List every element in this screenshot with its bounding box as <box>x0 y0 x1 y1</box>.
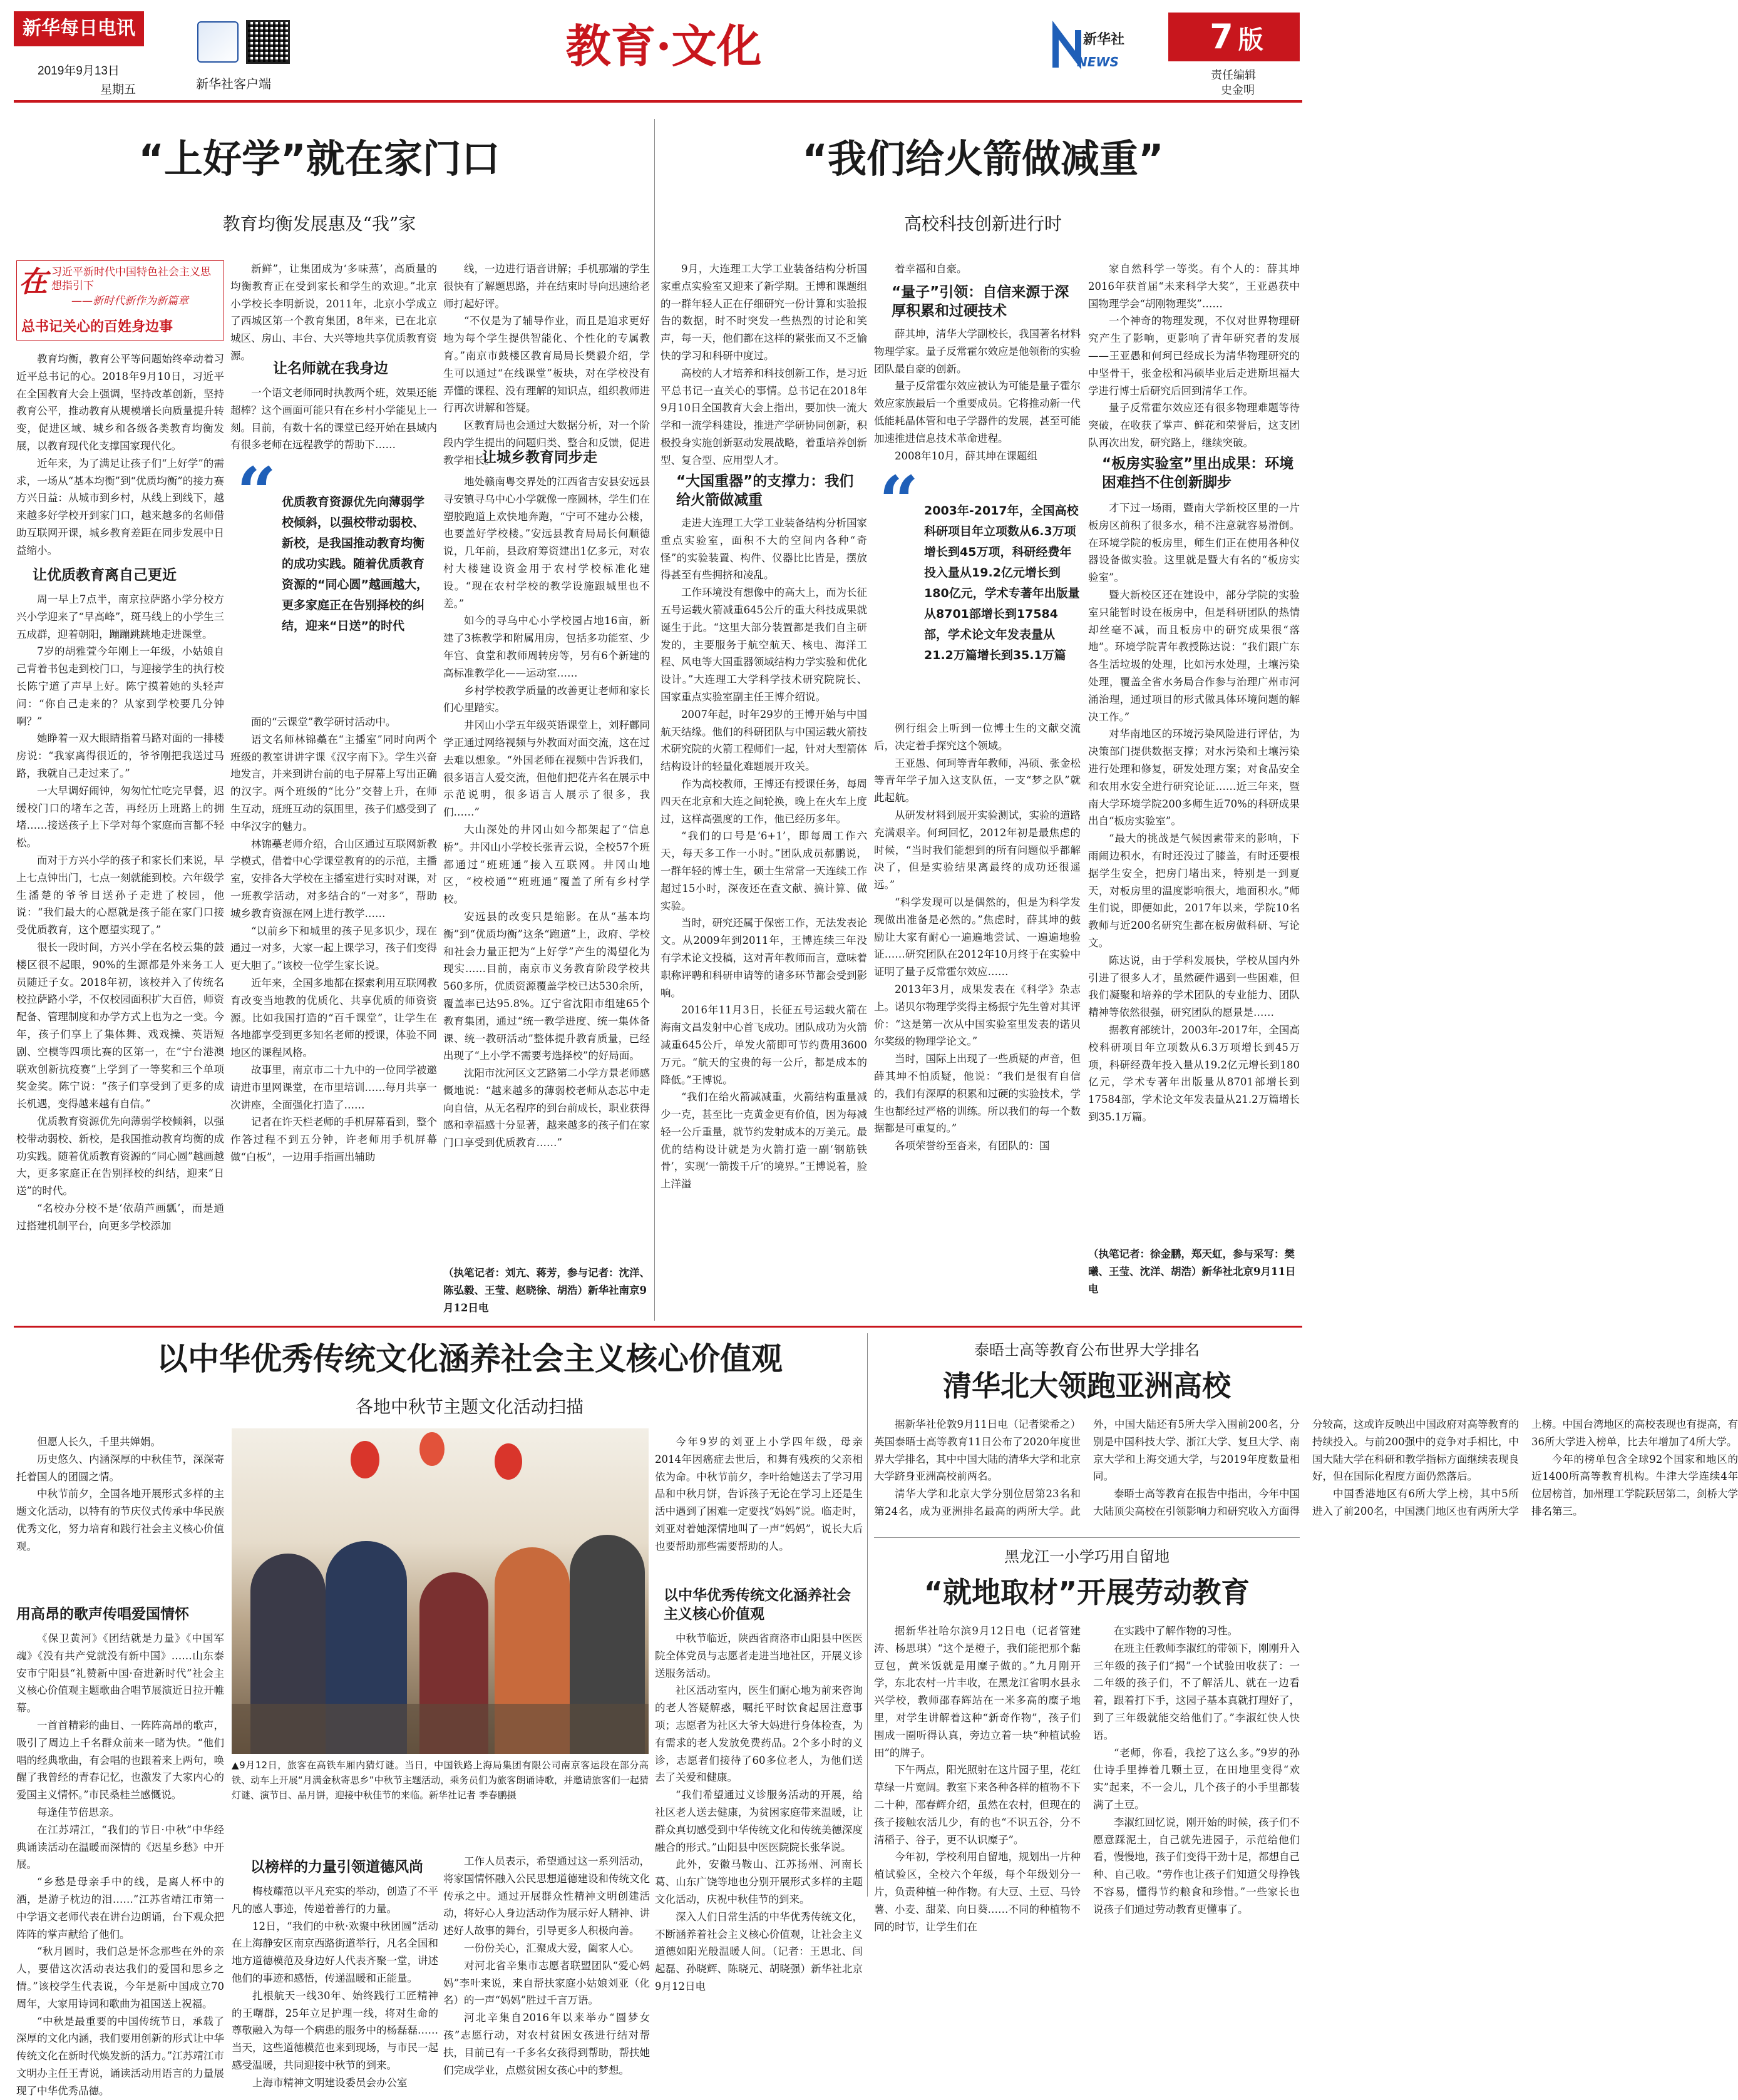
story2-col2-body <box>874 720 1081 1322</box>
story5-col1 <box>874 1622 1081 1933</box>
xinhua-logo-icon <box>197 21 239 63</box>
masthead-rule <box>14 100 1302 103</box>
story2-para: 走进大连理工大学工业装备结构分析国家重点实验室，面积不大的空间内各种“奇怪”的实验装置、构件、仪器比比皆是，摆放得甚至有些拥挤和凌乱。 <box>661 517 867 581</box>
story1-col2-body <box>230 714 437 1318</box>
photo-caption: ▲9月12日，旅客在高铁车厢内猜灯谜。当日，中国铁路上海局集团有限公司南京客运段在部分高铁、动车上开展“月满金秋寄思乡”中秋节主题活动，乘务员们为旅客朗诵诗歌，并邀请旅客们一起猜灯谜、演节目、品月饼，迎接中秋佳节的来临。新华社记者 季春鹏摄 <box>232 1759 649 1801</box>
story2-byline: （执笔记者：徐金鹏，郑天虹，参与采写：樊曦、王莹、沈洋、胡浩）新华社北京9月11日电 <box>1088 1248 1296 1295</box>
story3-para: 但愿人长久，千里共婵娟。 <box>37 1436 161 1448</box>
story1-pullquote: 优质教育资源优先向薄弱学校倾斜，以强校带动弱校、新校，是我国推动教育均衡的成功实践。随着优质教育资源的“同心圆”越画越大，更多家庭正在告别择校的纠结，迎来“日送”的时代 <box>282 495 428 633</box>
banner-title: 总书记关心的百姓身边事 <box>21 319 173 335</box>
story1-para: 如今的寻乌中心小学校园占地16亩，新建了3栋教学和附属用房，包括多功能室、少年宫、食堂和教师周转房等，另有6个新建的高标准教学化——运动室…… <box>443 615 650 679</box>
story1-subtitle: 教育均衡发展惠及“我”家 <box>222 213 416 234</box>
story-divider <box>867 1333 868 1897</box>
story2-para: 才下过一场雨，暨南大学新校区里的一片板房区前积了很多水，稍不注意就容易滑倒。在环境学院的板房里，师生们正在使用各种仪器设备做实验。这里就是暨大有名的“板房实验室”。 <box>1088 502 1300 584</box>
lantern-icon <box>495 1443 522 1480</box>
story2-pullquote: 2003年-2017年，全国高校科研项目年立项数从6.3万项增长到45万项，科研经费年投入量从19.2亿元增长到180亿元，学术专著年出版量从8701部增长到17584部，学术论文年发表量从21.2万篇增长到35.1万篇 <box>924 504 1080 662</box>
story2-title: “我们给火箭做减重” <box>802 136 1164 182</box>
story3-para: “乡愁是母亲手中的线，是离人杯中的酒，是游子枕边的泪……”江苏省靖江市第一中学语文老师代表在讲台边朗诵，台下观众把阵阵的掌声献给了他们。 <box>16 1876 224 1940</box>
story5-para: 在班主任教师李淑红的带领下，刚刚升入三年级的孩子们“揭”一个试验田收获了：一二年级的孩子们，不了解活儿、就在一边看着，跟着打下手，这园子基本真就打理好了，到了三年级就能交给他们了。”李淑红快人快语。 <box>1093 1642 1300 1741</box>
story2-para: 暨大新校区还在建设中，部分学院的实验室只能暂时设在板房中，但是科研团队的热情却丝毫不减，而且板房中的研究成果很“落地”。环境学院青年教授陈达说：“我们跟广东各生活垃圾的处理，比如污水处理，土壤污染处理，覆盖全省水务局合作参与治理广州市河涌治理，通过项目的形式做具体环境问题的解决工作。” <box>1088 588 1300 723</box>
story2-col3-top <box>1088 260 1300 448</box>
story4-para: 清华大学和北京大学分别位居第23名和第24名，成为亚洲排名最高的两所大学。此外，中国大陆还有5所大学入围前200名，分别是中国科技大学、浙江大学、复旦大学、南京大学和上海交通大学，与2019年度数量相同。 <box>874 1418 1300 1517</box>
story4-para: 今年的榜单包含全球92个国家和地区的近1400所高等教育机构。牛津大学连续4年位居榜首，加州理工学院跃居第二，剑桥大学排名第三。 <box>1531 1453 1738 1517</box>
story3-sec1-title: 用高昂的歌声传唱爱国情怀 <box>16 1606 189 1622</box>
story1-byline: （执笔记者：刘亢、蒋芳，参与记者：沈洋、陈弘毅、王莹、赵晓徐、胡浩）新华社南京9月12日电 <box>443 1267 650 1314</box>
story3-para: “我们希望通过义诊服务活动的开展，给社区老人送去健康，为贫困家庭带来温暖，让群众真切感受到中华传统文化和传统美德深度融合的形式。”山阳县中医医院院长张华说。 <box>655 1789 863 1853</box>
story3-para: 12日，“我们的中秋·欢聚中秋团圆”活动在上海静安区南京西路街道举行，凡名全国和地方道德模范及身边好人代表齐聚一堂，讲述他们的事迹和感悟，传递温暖和正能量。 <box>232 1920 438 1984</box>
story1-para: 林锦蘽老师介绍，合山区通过互联网新教学模式，借着中心学课堂教育的的示范，主播室，安排各大学校在主播室进行实时对课，对一班教学活动，对多结合的“一对多”，帮助城乡教育资源在网上进行教学…… <box>230 837 437 919</box>
quote-mark-icon: “ <box>879 461 919 541</box>
story2-para: 各项荣誉纷至沓来，有团队的：国 <box>895 1140 1050 1152</box>
story2-para: 2007年起，时年29岁的王博开始与中国航天结缘。他们的科研团队与中国运载火箭技术研究院的火箭工程师们一起，针对大型箭体结构设计的轻量化难题展开攻关。 <box>661 708 867 773</box>
story1-para: 教育均衡，教育公平等问题始终牵动着习近平总书记的心。2018年9月10日，习近平在全国教育大会上强调，坚持改革创新，坚持教育公平，推动教育从规模增长向质量提升转变，促进区域、城乡和各级各类教育均衡发展，以教育现代化支撑国家现代化。 <box>16 353 224 452</box>
story5-col2 <box>1093 1622 1300 1915</box>
story3-col2b-body <box>443 1853 650 2076</box>
story3-para: 河北辛集自2016年以来举办“圆梦女孩”志愿行动，对农村贫困女孩进行结对帮扶，目前已有一千多名女孩得到帮助，帮扶她们完成学业，点燃贫困女孩心中的梦想。 <box>443 2012 650 2076</box>
story2-para: 例行组会上听到一位博士生的文献交流后，决定着手探究这个领域。 <box>874 722 1081 752</box>
story5-kicker: 黑龙江一小学巧用自留地 <box>1004 1548 1170 1565</box>
story1-para: 乡村学校教学质量的改善更让老师和家长们心里踏实。 <box>443 684 650 714</box>
story2-para: 量子反常霍尔效应还有很多物理难题等待突破，在收获了掌声、鲜花和荣誉后，这支团队再次出发，研究路上，继续突破。 <box>1088 402 1300 449</box>
section-title: 教育·文化 <box>565 19 762 73</box>
story3-col3-body <box>655 1630 863 1992</box>
story2-para: 量子反常霍尔效应被认为可能是量子霍尔效应家族最后一个重要成员。它将推动新一代低能耗晶体管和电子学器件的发展，甚至可能加速推进信息技术革命进程。 <box>874 380 1081 444</box>
story2-para: 作为高校教师，王博还有授课任务，每周四天在北京和大连之间轮换，晚上在火车上度过，这样高强度的工作，他已经历多年。 <box>661 777 867 825</box>
news-logo-icon <box>1053 25 1125 70</box>
story2-para: 着幸福和自豪。 <box>895 263 967 275</box>
story5-para: “老师，你看，我挖了这么多。”9岁的孙仕诗手里捧着几颗土豆，在田地里变得“欢实”起来，不一会儿，几个孩子的小手里都装满了土豆。 <box>1093 1746 1300 1811</box>
story4-body <box>874 1416 1738 1534</box>
qr-code-icon[interactable] <box>246 20 290 64</box>
story2-col2-mid <box>874 325 1081 468</box>
story3-col1-body <box>16 1630 224 2097</box>
story3-para: 此外，安徽马鞍山、江苏扬州、河南长葛、山东广饶等地也分别开展形式多样的主题文化活动，庆祝中秋佳节的到来。 <box>655 1858 863 1905</box>
story2-para: “科学发现可以是偶然的，但是为科学发现做出准备是必然的。”焦虑时，薛其坤的鼓励让大家有耐心一遍遍地尝试、一遍遍地验证……研究团队在2012年10月终于在实验中证明了量子反常霍尔效应…… <box>874 896 1081 978</box>
issue-date: 2019年9月13日 <box>38 64 120 78</box>
story2-col2-top <box>874 260 1081 279</box>
story2-para: 据教育部统计，2003年-2017年，全国高校科研项目年立项数从6.3万项增长到45万项，科研经费年投入量从19.2亿元增长到180亿元，学术专著年出版量从8701部增长到17584部，学术论文年发表量从21.2万篇增长到35.1万篇。 <box>1088 1023 1300 1123</box>
story3-para: 对河北省辛集市志愿者联盟团队“爱心妈妈”李叶来说，来自帮扶家庭小姑娘刘亚（化名）的一声“妈妈”胜过千言万语。 <box>443 1959 650 2007</box>
story3-para: 扎根航天一线30年、始终践行工匠精神的王曙群，25年立足护理一线，将对生命的尊敬融入为每一个病患的服务中的杨磊磊……当天，这些道德模范也来到现场，与市民一起感受温暖，共同迎接中秋节的到来。 <box>232 1989 438 2071</box>
story3-col3-top <box>655 1433 863 1577</box>
story1-para: 线，一边进行语音讲解；手机那端的学生很快有了解题思路，并在结束时导向迅速给老师打起好评。 <box>443 263 650 310</box>
story3-para: 工作人员表示，希望通过这一系列活动，将家国情怀融入公民思想道德建设和传统文化传承之中。通过开展群众性精神文明创建活动，将好心人身边活动作为展示好人精神、讲述好人故事的舞台，引导更多人积极向善。 <box>443 1855 650 1937</box>
story1-para: 沈阳市沈河区文艺路第二小学方景老师感慨地说：“越来越多的薄弱校老师从态芯中走向自信，从无名程序的到台前成长，职业获得感和幸福感十分显著，越来越多的孩子们在家门口享受到优质教育……” <box>443 1067 650 1149</box>
story3-title: 以中华优秀传统文化涵养社会主义核心价值观 <box>157 1341 783 1377</box>
story1-para: 近年来，为了满足让孩子们“上好学”的需求，一场从“基本均衡”到“优质均衡”的接力赛方兴日益：从城市到乡村，从线上到线下，越来越多好学校开到家门口，越来越多的名师借助互联网开课，城乡教育差距在同步发展中日益缩小。 <box>16 457 224 556</box>
story3-para: 中秋节临近，陕西省商洛市山阳县中医医院全体党员与志愿者走进当地社区，开展义诊送服务活动。 <box>655 1632 863 1679</box>
story2-para: 工作环境没有想像中的高大上，而为长征五号运载火箭减重645公斤的重大科技成果就诞生于此。“这里大部分装置都是我们自主研发的，主要服务于航空航天、核电、海洋工程、风电等大国重器领域结构力学实验和优化设计。”大连理工大学科学技术研究院院长、国家重点实验室副主任王博介绍说。 <box>661 586 867 703</box>
story-divider <box>874 1537 1300 1538</box>
story5-para: 李淑红回忆说，刚开始的时候，孩子们不愿意踩泥土，自己就先进园子，示范给他们看，慢慢地，孩子们变得干劲十足，都想自己种、自己收。“劳作也让孩子们知道父母挣钱不容易，懂得节约粮食和珍惜。”一些家长也说孩子们通过劳动教育更懂事了。 <box>1093 1816 1300 1915</box>
story2-para: 当时，研究还属于保密工作，无法发表论文。从2009年到2011年，王博连续三年没有学术论文投稿，这对青年教师而言，意味着职称评聘和科研申请等的诸多环节都会受到影响。 <box>661 917 867 999</box>
story1-para: 面的“云课堂”教学研讨活动中。 <box>251 716 396 728</box>
issue-weekday: 星期五 <box>100 83 136 96</box>
story2-col3-body <box>1088 499 1300 1238</box>
story1-para: 优质教育资源优先向薄弱学校倾斜，以强校带动弱校、新校，是我国推动教育均衡的成功实践。随着优质教育资源的“同心圆”越画越大，更多家庭正在告别择校的纠结，迎来“日送”的时代。 <box>16 1115 224 1197</box>
story3-subtitle: 各地中秋节主题文化活动扫描 <box>355 1396 584 1417</box>
story2-sec3-title: “板房实验室”里出成果：环境困难挡不住创新脚步 <box>1102 456 1294 491</box>
story2-sec2-title: “量子”引领：自信来源于深厚积累和过硬技术 <box>892 284 1069 319</box>
story1-para: 一大早调好闹钟，匆匆忙忙吃完早餐，迟缓校门口的堵车之苦，再经历上班路上的拥堵……接送孩子上下学对每个家庭而言都不轻松。 <box>16 784 224 849</box>
section-divider <box>14 1326 1302 1328</box>
banner-line2: ——新时代新作为新篇章 <box>71 295 188 307</box>
banner-line1: 习近平新时代中国特色社会主义思想指引下 <box>51 266 211 292</box>
story2-para: 家自然科学一等奖。有个人的：薛其坤2016年获首届“未来科学大奖”，王亚愚获中国物理学会“胡刚物理奖”…… <box>1088 263 1300 310</box>
story1-col2-mid <box>230 384 437 453</box>
story4-para: 泰晤士高等教育在报告中指出，今年中国大陆顶尖高校在引领影响力和研究收入方面得分较高，这或许反映出中国政府对高等教育的持续投入。与前200强中的竞争对手相比，中国大陆大学在科研和教学指标方面继续表现良好，但在国际化程度方面仍然落后。 <box>1093 1418 1519 1517</box>
story3-col1-top <box>16 1433 224 1596</box>
client-label: 新华社客户端 <box>196 78 271 91</box>
story2-para: 一个神奇的物理发现，不仅对世界物理研究产生了影响，更影响了青年研究者的发展——王亚愚和何珂已经成长为清华物理研究的中坚骨干，张金松和冯硕毕业后走进斯坦福大学进行博士后研究后回到清华工作。 <box>1088 315 1300 397</box>
story4-kicker: 泰晤士高等教育公布世界大学排名 <box>974 1341 1200 1359</box>
story4-para: 中国香港地区有6所大学上榜，其中5所进入了前200名，中国澳门地区也有两所大学上榜。中国台湾地区的高校表现也有提高，有36所大学进入榜单，比去年增加了4所大学。 <box>1312 1418 1738 1517</box>
story2-para: 王亚愚、何珂等青年教师，冯硕、张金松等青年学子加入这支队伍，一支“梦之队”就此起航。 <box>874 757 1081 804</box>
story1-para: 近年来，全国多地都在探索利用互联网教育改变当地教的优质化、共享优质的师资资源。比如我国打造的“百千课堂”，让学生在各地都享受到更多知名老师的授课，体验不同地区的课程风格。 <box>230 976 437 1059</box>
story1-para: 故事里，南京市二十九中的一位同学被邀请进市里网课堂，在市里培训……每月共享一次讲座，全面强化打造了…… <box>230 1063 437 1111</box>
story1-para: 语文名师林锦蘽在“主播室”同时向两个班级的教室讲讲字课《汉字南下》。学生兴奋地发言，并来到讲台前的电子屏幕上写出正确的汉字。两个班级的“比分”交替上升，在师生互动，班班互动的氛围里，孩子们感受到了中华汉字的魅力。 <box>230 733 437 832</box>
story3-para: 每逢佳节倍思亲。 <box>37 1806 120 1818</box>
page-unit: 版 <box>1238 26 1263 54</box>
story1-col1-intro <box>16 351 224 560</box>
story3-para: 梅枝耀范以平凡充实的举动，创造了不平凡的感人事迹，传递着善行的力量。 <box>232 1885 438 1915</box>
story1-sec3-title: 让城乡教育同步走 <box>482 449 597 466</box>
story1-para: 新鲜”，让集团成为‘多味蒸’，高质量的均衡教育正在受到家长和学生的欢迎。”北京小学校长李明新说，2011年，北京小学成立了西城区第一个教育集团，8年来，已在北京城区、房山、丰台、大兴等地共享优质教育资源。 <box>230 263 437 362</box>
story1-col2-top <box>230 260 437 362</box>
story2-col1-body <box>661 515 867 1322</box>
editor-label: 责任编辑 <box>1211 69 1256 81</box>
story5-para: 今年初，学校利用自留地，规划出一片种植试验区，全校六个年级，每个年级划分一片，负责种植一种作物。有大豆、土豆、马铃薯、小麦、甜菜、向日葵……不同的种植物不同的时节，让学生们在 <box>874 1851 1081 1933</box>
story1-para: 她睁着一双大眼睛指着马路对面的一排楼房说：“我家离得很近的，爷爷刚把我送过马路，我就自己走过来了。” <box>16 732 224 779</box>
story3-para: “秋月圆时，我们总是怀念那些在外的亲人，要借这次活动表达我们的爱国和思乡之情。”该校学生代表说，今年是新中国成立70周年，大家用诗词和歌曲为祖国送上祝福。 <box>16 1945 224 2010</box>
story1-para: 大山深处的井冈山如今都架起了“信息桥”。井冈山小学校长张青云说，全校57个班都通过“班班通”接入互联网。井冈山地区，“校校通”“班班通”覆盖了所有乡村学校。 <box>443 823 650 906</box>
story2-subtitle: 高校科技创新进行时 <box>903 213 1062 234</box>
story2-para: “我们在给火箭减减重，火箭结构重量减少一克，甚至比一克黄金更有价值，因为每减轻一公斤重量，就节约发射成本的万美元。最优的结构设计就是为火箭打造一副‘钢筋铁骨’，实现‘一箭拨千斤’的境界。”王博说着，脸上洋溢 <box>661 1091 867 1191</box>
story1-para: 一个语文老师同时执教两个班，效果还能超棒？这个画面可能只有在乡村小学能见上一刻。目前，有数十名的课堂已经开始在县域内有很多老师在远程教学的帮助下…… <box>230 387 437 451</box>
story3-para: 中秋节前夕，全国各地开展形式多样的主题文化活动，以特有的节庆仪式传承中华民族优秀文化，努力培育和践行社会主义核心价值观。 <box>16 1488 224 1552</box>
app-mark: 新华社 <box>1083 32 1125 48</box>
story2-para: 从研发材料到展开实验测试，实验的道路充满艰辛。何珂回忆，2012年初是最焦虑的时候，“当时我们能想到的所有问题似乎都解决了，但是实验结果离最终的成功还很遥远。” <box>874 809 1081 891</box>
story3-para: 深入人们日常生活的中华优秀传统文化，不断涵养着社会主义核心价值观，让社会主义道德如阳光般温暖人间。（记者：王思北、闫起磊、孙晓辉、陈晓元、胡晓强）新华社北京9月12日电 <box>655 1910 863 1992</box>
story3-para: 社区活动室内，医生们耐心地为前来咨询的老人答疑解惑，嘱托平时饮食起居注意事项；志愿者为社区大爷大妈进行身体检查，为有需求的老人发放免费药品。2个多小时的义诊，志愿者们接待了60多位老人，为他们送去了关爱和健康。 <box>655 1684 863 1784</box>
lantern-icon <box>419 1432 445 1466</box>
seat-row <box>232 1704 649 1754</box>
brand-name: 新华每日电讯 <box>23 18 135 39</box>
story2-para: “我们的口号是‘6+1’，即每周工作六天，每天多工作一小时。”团队成员郝鹏说，一群年轻的博士生，硕士生常常一天连续工作超过15小时，深夜还在查文献、搞计算、做实验。 <box>661 830 867 912</box>
story1-para: 记者在许天栏老师的手机屏幕看到，整个作答过程不到五分钟，许老师用手机屏幕做“白板”，一边用手指画出辅助 <box>230 1116 437 1163</box>
story3-para: 在江苏靖江，“我们的节日·中秋”中华经典诵读活动在温暖而深情的《迟星乡愁》中开展。 <box>16 1823 224 1871</box>
story1-para: 周一早上7点半，南京拉萨路小学分校方兴小学迎来了“早高峰”，斑马线上的小学生三五成群，迎着朝阳，蹦蹦跳跳地走进课堂。 <box>16 593 224 640</box>
story2-para: 薛其坤，清华大学副校长，我国著名材料物理学家。量子反常霍尔效应是他领衔的实验团队最自豪的创新。 <box>874 328 1081 375</box>
story1-para: “以前乡下和城里的孩子见多识少，现在通过一对多，大家一起上课学习，孩子们变得更大胆了。”该校一位学生家长说。 <box>230 925 437 972</box>
story3-para: 一首首精彩的曲目、一阵阵高昂的歌声，吸引了周边上千名群众前来一睹为快。“他们唱的经典歌曲，有会唱的也跟着来上两句，唤醒了我曾经的青春记忆，也激发了大家内心的爱国主义情怀。”市民桑桂兰感慨说。 <box>16 1719 224 1801</box>
story2-para: 当时，国际上出现了一些质疑的声音，但薛其坤不怕质疑，他说：“我们是很有自信的，我们有深厚的积累和过硬的实验技术，学生也都经过严格的训练。所以我们的每一个数据都是可重复的。” <box>874 1053 1081 1135</box>
story3-sec3-title: 以中华优秀传统文化涵养社会主义核心价值观 <box>664 1587 851 1622</box>
story2-para: 2016年11月3日，长征五号运载火箭在海南文昌发射中心首飞成功。团队成功为火箭减重645公斤，单发火箭即可节约费用3600万元。“航天的宝贵的每一公斤，都是成本的降低。”王博说。 <box>661 1004 867 1086</box>
story1-para: 7岁的胡雅萱今年刚上一年级，小姑娘自己背着书包走到校门口，与迎接学生的执行校长陈宁道了声早上好。陈宁摸着她的头轻声问：“你自己走来的？从家到学校要几分钟啊？” <box>16 645 224 727</box>
editor-name: 史金明 <box>1221 84 1255 96</box>
story1-title: “上好学”就在家门口 <box>138 136 500 182</box>
story1-para: 区教育局也会通过大数据分析，对一个阶段内学生提出的问题归类、整合和反馈，促进教学相长。 <box>443 419 650 466</box>
story2-para: 2013年3月，成果发表在《科学》杂志上。诺贝尔物理学奖得主杨振宁先生曾对其评价：“这是第一次从中国实验室里发表的诺贝尔奖级的物理学论文。” <box>874 983 1081 1048</box>
story2-para: 2008年10月，薛其坤在课题组 <box>895 449 1037 462</box>
story1-para: 井冈山小学五年级英语课堂上，刘籽鄜同学正通过网络视频与外教面对面交流，这在过去难以想象。“外国老师在视频中告诉我们，很多语言人爱交流，但他们把花卉名在展示中示范说明，很多语言人展示了很多，我们……” <box>443 719 650 819</box>
story3-para: 《保卫黄河》《团结就是力量》《中国军魂》《没有共产党就没有新中国》……山东泰安市宁阳县“礼赞新中国·奋进新时代”社会主义核心价值观主题歌曲合唱节展演近日拉开帷幕。 <box>16 1632 224 1714</box>
banner-char: 在 <box>19 265 48 299</box>
story1-sec2-title: 让名师就在我身边 <box>273 361 388 377</box>
story1-col1-body <box>16 591 224 1318</box>
story1-para: 地处赣南粤交界处的江西省吉安县安远县寻安镇寻乌中心小学就像一座圆林，学生们在塑胶跑道上欢快地奔跑，“宁可不建办公楼，也要盖好学校楼。”安远县教育局局长何顺德说，几年前，县政府筹资建出1亿多元，对农村大楼建设资金用于农村学校标准化建设。“现在农村学校的教学设施跟城里也不差。” <box>443 476 650 610</box>
story3-sec2-title: 以榜样的力量引领道德风尚 <box>250 1859 423 1875</box>
story3-para: 上海市精神文明建设委员会办公室 <box>252 2076 408 2089</box>
story1-sec1-title: 让优质教育离自己更近 <box>33 567 177 583</box>
lantern-icon <box>351 1441 379 1478</box>
story1-para: “名校办分校不是‘依葫芦画瓢’，而是通过搭建机制平台，向更多学校添加 <box>16 1202 224 1232</box>
story1-para: 安远县的改变只是缩影。在从“基本均衡”到“优质均衡”这条“跑道”上，政府、学校和社会力量正把为“上好学”产生的渴望化为现实……目前，南京市义务教育阶段学校共560多所，优质资源覆盖学校已达530余所，覆盖率已达95.8%。辽宁省沈阳市组建65个教育集团，通过“统一教学进度、统一集体备课、统一教研活动”整体提升教育质量，已经出现了“上小学不需要考选择校”的好局面。 <box>443 910 650 1062</box>
story3-para: 今年9岁的刘亚上小学四年级，母亲2014年因癌症去世后，和舞有残疾的父亲相依为命。中秋节前夕，李叶给她送去了学习用品和中秋月饼，告诉孩子无论在学习上还是生活中遇到了困难一定要找“妈妈”说。临走时，刘亚对着她深情地叫了一声“妈妈”，说长大后也要帮助那些需要帮助的人。 <box>655 1436 863 1552</box>
story1-col3-body <box>443 473 650 1262</box>
story4-title: 清华北大领跑亚洲高校 <box>943 1369 1231 1403</box>
news-mark: NEWS <box>1077 54 1119 69</box>
story2-sec1-title: “大国重器”的支撑力：我们给火箭做减重 <box>676 473 854 508</box>
story5-para: 下午两点，阳光照射在这片园子里，花红草绿一片宽阔。教室下来各种各样的植物不下二十种，邵春辉介绍，虽然在农村，但现在的孩子接触农活儿少，有的也“不识五谷，分不清稻子、谷子，更不认识糜子”。 <box>874 1764 1081 1846</box>
story3-para: 历史悠久、内涵深厚的中秋佳节，深深寄托着国人的团圆之情。 <box>16 1453 224 1483</box>
story1-para: 很长一段时间，方兴小学在名校云集的鼓楼区很不起眼，90%的生源都是外来务工人员随迁子女。2018年初，该校并入了传统名校拉萨路小学，不仅校园面积扩大百倍，师资配备、管理制度和办学方式上也为之一变。今年，孩子们享上了集体舞、戏戏操、英语短剧、空模等四项比赛的区第一，在“宁台港澳联欢创新抗疫赛”上学到了一等奖和三个单项奖金奖。陈宁说：“孩子们享受到了更多的成长机遇，变得越来越有自信。” <box>16 941 224 1110</box>
quote-mark-icon: “ <box>237 452 277 533</box>
story2-col1-top <box>661 260 867 467</box>
story2-para: 陈达说，由于学科发展快，学校从国内外引进了很多人才，虽然硬件遇到一些困难，但我们凝聚和培养的学术团队的专业能力、团队精神等依然很强，研究团队的愿景是…… <box>1088 954 1300 1019</box>
story2-para: 9月，大连理工大学工业装备结构分析国家重点实验室又迎来了新学期。王博和课题组的一群年轻人正在仔细研究一份计算和实验报告的数据，时不时突发一些热烈的讨论和笑声，每一天，他们都在这样的紧张而又不乏愉快的学习和科研中度过。 <box>661 263 867 362</box>
train-photo <box>232 1428 649 1754</box>
story4-para: 据新华社伦敦9月11日电（记者梁希之）英国泰晤士高等教育11日公布了2020年度世界大学排名，其中中国大陆的清华大学和北京大学跻身亚洲高校前两名。 <box>874 1418 1081 1483</box>
story3-para: 一份份关心，汇聚成大爱，阖家人心。 <box>464 1942 640 1954</box>
story2-para: “最大的挑战是气候因素带来的影响，下雨闹边积水，有时还没过了膝盖，有时还要根据学生安全，把房门堵出来，特别是一到夏天，对板房里的温度影响很大，地面积水。”师生们说，即便如此，2017年以来，学院10名教师与近200名研究生都在板房做科研、写论文。 <box>1088 832 1300 949</box>
story5-para: 据新华社哈尔滨9月12日电（记者管建涛、杨思琪）“这个是橙子，我们能把那个黏豆包，黄米饭就是用糜子做的。”九月刚开学，东北农村一片丰收，在黑龙江省明水县永兴学校，教师邵春辉站在一米多高的糜子地里，对学生讲解着这种“新奇作物”，孩子们围成一圈听得认真，旁边立着一块“种植试验田”的牌子。 <box>874 1625 1081 1759</box>
story5-para: 在实践中了解作物的习性。 <box>1114 1625 1238 1637</box>
page-number <box>1177 13 1296 69</box>
story2-para: 高校的人才培养和科技创新工作，是习近平总书记一直关心的事情。总书记在2018年9月10日全国教育大会上指出，要加快一流大学和一流学科建设，推进产学研协同创新，积极投身实施创新驱动发展战略，着重培养创新型、复合型、应用型人才。 <box>661 367 867 466</box>
story3-para: “中秋是最重要的中国传统节日，承载了深厚的文化内涵，我们要用创新的形式让中华传统文化在新时代焕发新的活力。”江苏靖江市文明办主任王青说，诵读活动用语言的力量展现了中华优秀品德。 <box>16 2015 224 2097</box>
story1-para: “不仅是为了辅导作业，而且是追求更好地为每个学生提供智能化、个性化的专属教育。”南京市鼓楼区教育局局长樊毅介绍，学生可以通过“在线课堂”板块，对在学校没有弄懂的课程、没有理解的知识点，组织教师进行再次讲解和答疑。 <box>443 315 650 414</box>
story-divider <box>654 119 655 1321</box>
story1-para: 而对于方兴小学的孩子和家长们来说，早上七点钟出门，七点一刻就能到校。六年级学生潘楚的爷爷目送孙子走进了校园，他说：“我们最大的心愿就是孩子能在家门口接受优质教育，这个愿望实现了。” <box>16 854 224 936</box>
story5-title: “就地取材”开展劳动教育 <box>923 1575 1250 1609</box>
page-no: 7 <box>1210 17 1233 56</box>
story2-para: 对华南地区的环境污染风险进行评估，为决策部门提供数据支撑；对水污染和土壤污染进行处理和修复，研发处理方案；对食品安全和农用水安全进行研究论证……近三年来，暨南大学环境学院200多师生近70%的科研成果出自“板房实验室”。 <box>1088 728 1300 827</box>
story3-col2-body <box>232 1883 438 2089</box>
